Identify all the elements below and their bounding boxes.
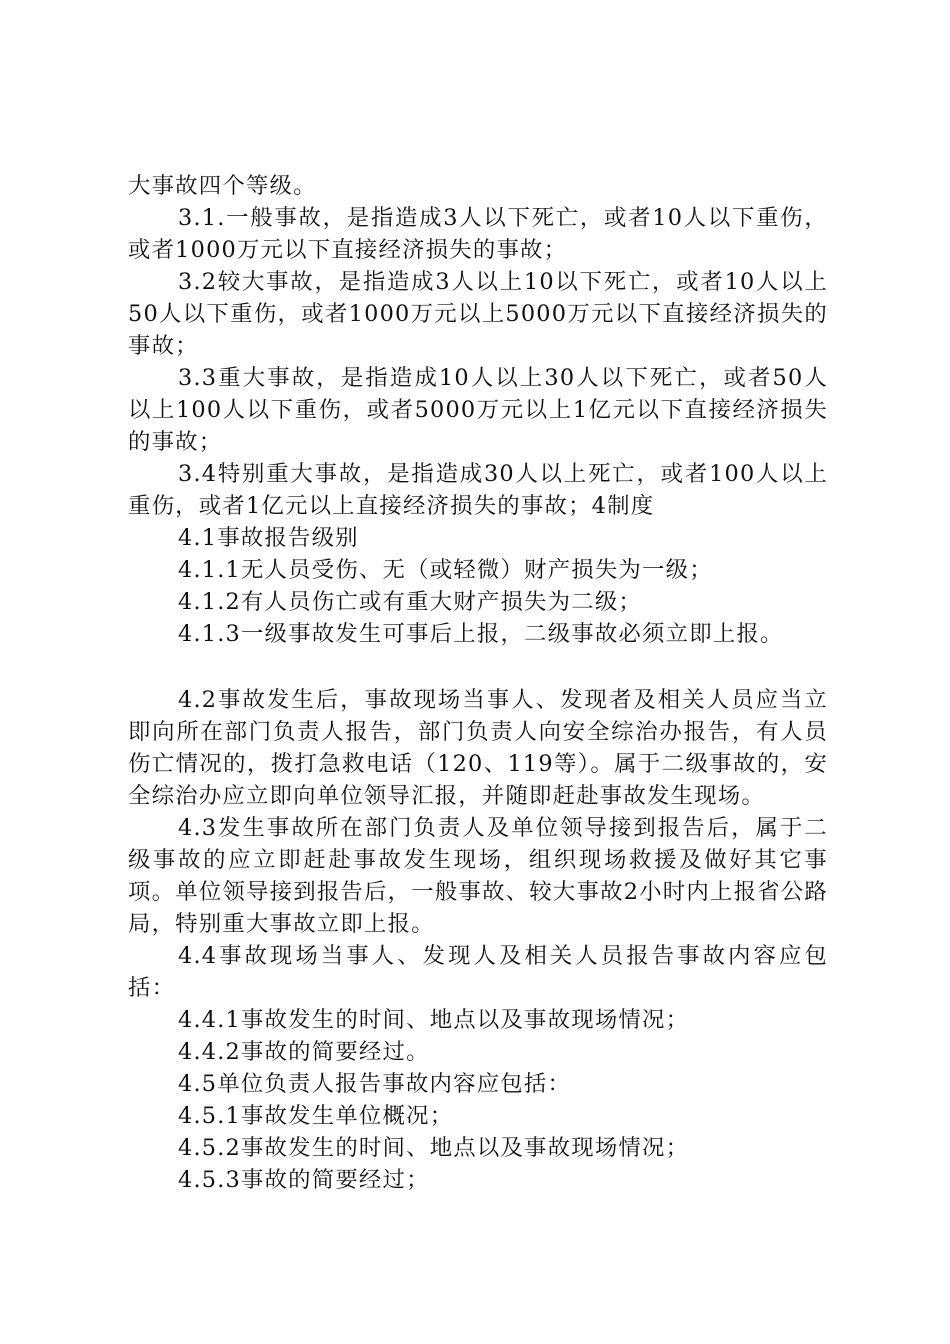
paragraph-4-4-2: 4.4.2事故的简要经过。 <box>178 1039 430 1065</box>
paragraph-3-1: 3.1.一般事故，是指造成3人以下死亡，或者10人以下重伤，或者1000万元以下直接经济损失的事故； <box>128 205 828 263</box>
paragraph-4-1-3: 4.1.3一级事故发生可事后上报，二级事故必须立即上报。 <box>178 621 784 647</box>
paragraph-4-1-2: 4.1.2有人员伤亡或有重大财产损失为二级； <box>178 589 643 615</box>
paragraph-4-4: 4.4事故现场当事人、发现人及相关人员报告事故内容应包括： <box>128 943 828 1001</box>
paragraph-4-5-1: 4.5.1事故发生单位概况； <box>178 1103 454 1129</box>
paragraph-4-5-2: 4.5.2事故发生的时间、地点以及事故现场情况； <box>178 1135 690 1161</box>
paragraph-4-5-3: 4.5.3事故的简要经过； <box>178 1167 430 1193</box>
paragraph-intro-tail: 大事故四个等级。 <box>128 173 317 199</box>
paragraph-4-3: 4.3发生事故所在部门负责人及单位领导接到报告后，属于二级事故的应立即赶赴事故发生现场，组织现场救援及做好其它事项。单位领导接到报告后，一般事故、较大事故2小时内上报省公路局，特别重大事故立即上报。 <box>128 815 828 937</box>
paragraph-4-5: 4.5单位负责人报告事故内容应包括： <box>178 1071 572 1097</box>
paragraph-4-1: 4.1事故报告级别 <box>178 525 359 551</box>
paragraph-4-4-1: 4.4.1事故发生的时间、地点以及事故现场情况； <box>178 1007 690 1033</box>
paragraph-3-2: 3.2较大事故，是指造成3人以上10以下死亡，或者10人以上50人以下重伤，或者1000万元以上5000万元以下直接经济损失的事故； <box>128 269 828 359</box>
paragraph-4-2: 4.2事故发生后，事故现场当事人、发现者及相关人员应当立即向所在部门负责人报告，部门负责人向安全综治办报告，有人员伤亡情况的，拨打急救电话（120、119等）。属于二级事故的，安全综治办应立即向单位领导汇报，并随即赶赴事故发生现场。 <box>128 687 828 809</box>
paragraph-3-3: 3.3重大事故，是指造成10人以上30人以下死亡，或者50人以上100人以下重伤，或者5000万元以上1亿元以下直接经济损失的事故； <box>128 365 828 455</box>
paragraph-3-4: 3.4特别重大事故，是指造成30人以上死亡，或者100人以上重伤，或者1亿元以上直接经济损失的事故；4制度 <box>128 461 828 519</box>
document-body <box>128 170 828 1196</box>
paragraph-4-1-1: 4.1.1无人员受伤、无（或轻微）财产损失为一级； <box>178 557 713 583</box>
